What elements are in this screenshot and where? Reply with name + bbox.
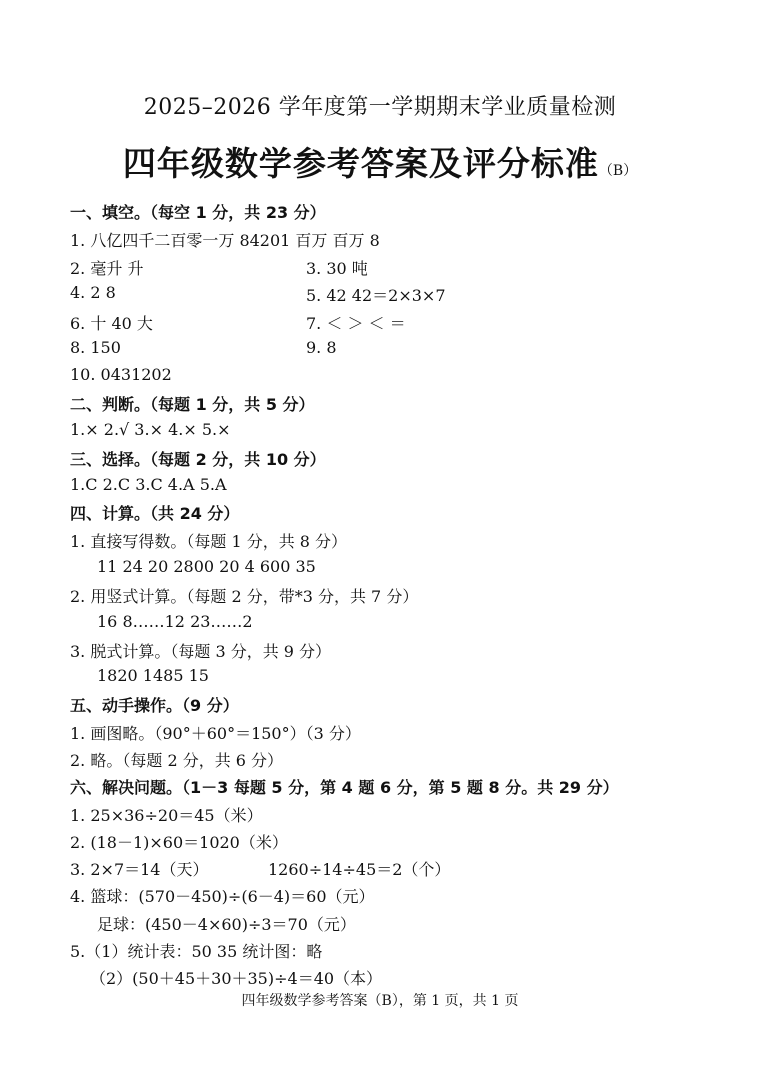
s1-answer-5: 5. 42 42＝2×3×7 <box>306 286 446 305</box>
s5-answer-2: 2. 略。（每题 2 分，共 6 分） <box>70 751 284 770</box>
document-title-text: 四年级数学参考答案及评分标准 <box>122 144 599 183</box>
exam-supertitle: 2025–2026 学年度第一学期期末学业质量检测 <box>143 95 617 120</box>
section-4-heading: 四、计算。（共 24 分） <box>70 504 240 523</box>
s5-answer-1: 1. 画图略。（90°＋60°＝150°）（3 分） <box>70 724 361 743</box>
s4-item-3-answers: 1820 1485 15 <box>97 666 209 685</box>
s4-item-3-label: 3. 脱式计算。（每题 3 分，共 9 分） <box>70 642 332 661</box>
s4-item-2-label: 2. 用竖式计算。（每题 2 分，带*3 分，共 7 分） <box>70 587 419 606</box>
s1-answer-10: 10. 0431202 <box>70 365 172 384</box>
s1-answer-2: 2. 毫升 升 <box>70 259 144 278</box>
s6-answer-5a: 5.（1）统计表：50 35 统计图：略 <box>70 942 323 961</box>
s1-answer-6: 6. 十 40 大 <box>70 314 153 333</box>
s6-answer-3b: 1260÷14÷45＝2（个） <box>268 860 451 879</box>
s1-answer-8: 8. 150 <box>70 338 121 357</box>
section-2-heading: 二、判断。（每题 1 分，共 5 分） <box>70 395 315 414</box>
section-5-heading: 五、动手操作。（9 分） <box>70 696 239 715</box>
s6-answer-5b: （2）(50＋45＋30＋35)÷4＝40（本） <box>90 969 383 988</box>
document-title <box>0 138 760 185</box>
s2-answers: 1.× 2.√ 3.× 4.× 5.× <box>70 420 231 439</box>
section-3-heading: 三、选择。（每题 2 分，共 10 分） <box>70 450 326 469</box>
s6-answer-1: 1. 25×36÷20＝45（米） <box>70 806 263 825</box>
version-label: （B） <box>598 163 638 179</box>
s4-item-2-answers: 16 8……12 23……2 <box>97 612 253 631</box>
s1-answer-4: 4. 2 8 <box>70 283 116 302</box>
s6-answer-2: 2. (18－1)×60＝1020（米） <box>70 833 288 852</box>
section-1-heading: 一、填空。（每空 1 分，共 23 分） <box>70 203 326 222</box>
s1-answer-9: 9. 8 <box>306 338 337 357</box>
s1-answer-7: 7. ＜ ＞ ＜ ＝ <box>306 314 406 333</box>
s6-answer-3a: 3. 2×7＝14（天） <box>70 860 209 879</box>
s4-item-1-label: 1. 直接写得数。（每题 1 分，共 8 分） <box>70 532 348 551</box>
s6-answer-4a: 4. 篮球：(570－450)÷(6－4)＝60（元） <box>70 887 375 906</box>
s3-answers: 1.C 2.C 3.C 4.A 5.A <box>70 475 227 494</box>
s1-answer-3: 3. 30 吨 <box>306 259 368 278</box>
section-6-heading: 六、解决问题。（1－3 每题 5 分，第 4 题 6 分，第 5 题 8 分。共 29 分） <box>70 778 619 797</box>
s1-answer-1: 1. 八亿四千二百零一万 84201 百万 百万 8 <box>70 231 380 250</box>
s6-answer-4b: 足球：(450－4×60)÷3＝70（元） <box>97 915 356 934</box>
page-footer: 四年级数学参考答案（B），第 1 页，共 1 页 <box>241 993 519 1009</box>
s4-item-1-answers: 11 24 20 2800 20 4 600 35 <box>97 557 316 576</box>
